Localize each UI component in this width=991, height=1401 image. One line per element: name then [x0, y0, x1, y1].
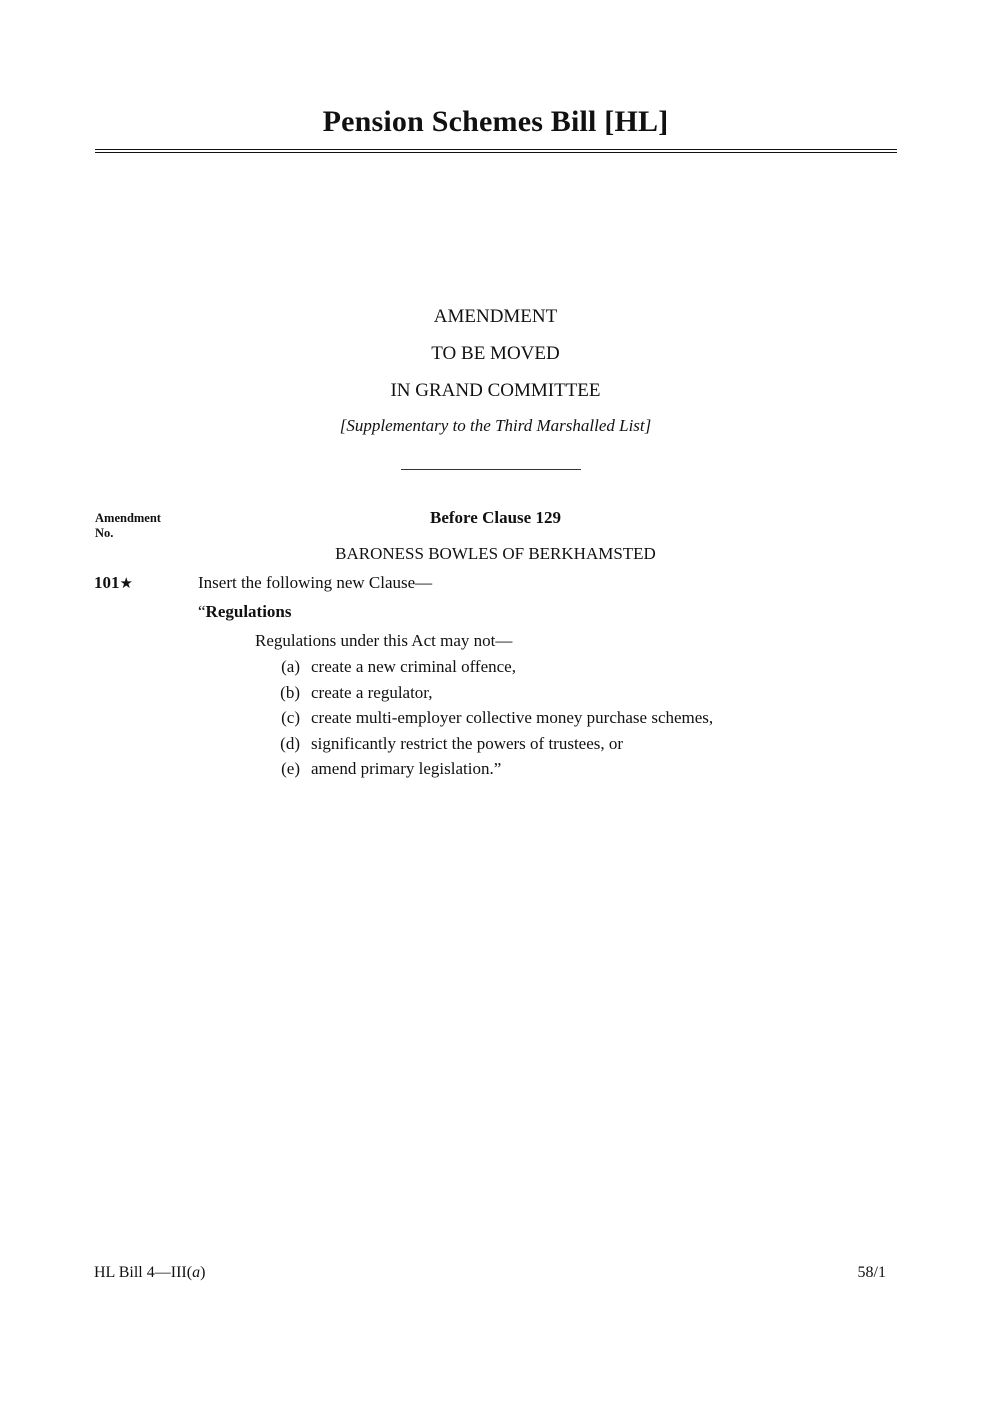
- clause-lead-text: Regulations under this Act may not—: [255, 631, 513, 650]
- amendment-instruction: Insert the following new Clause—: [198, 573, 433, 592]
- list-item-label: (b): [280, 683, 300, 702]
- new-clause-title: [198, 602, 292, 622]
- list-item-label: (e): [281, 759, 300, 778]
- bill-ref-prefix: HL Bill 4—III(: [94, 1264, 193, 1281]
- footer-page-reference: 58/1: [857, 1264, 886, 1281]
- bill-ref-suffix: ): [200, 1264, 206, 1281]
- column-label-line1: Amendment: [95, 511, 161, 525]
- clause-heading: Before Clause 129: [430, 508, 561, 527]
- heading-amendment: AMENDMENT: [433, 306, 558, 327]
- list-item-text: create a regulator,: [311, 683, 433, 702]
- list-item-text: amend primary legislation.”: [311, 759, 502, 778]
- mover-name: BARONESS BOWLES OF BERKHAMSTED: [335, 544, 656, 563]
- heading-to-be-moved: TO BE MOVED: [431, 343, 560, 364]
- list-item-label: (a): [281, 657, 300, 676]
- title-rule-top: [95, 149, 897, 150]
- list-item-text: create a new criminal offence,: [311, 657, 516, 676]
- list-item: [240, 734, 860, 754]
- list-item-text: create multi-employer collective money purchase schemes,: [311, 708, 714, 727]
- list-item-label: (d): [280, 734, 300, 753]
- section-divider: [401, 469, 581, 470]
- star-icon: ★: [119, 574, 133, 592]
- list-item: [240, 708, 860, 728]
- list-item: [240, 759, 860, 779]
- amendment-number-value: 101: [94, 573, 120, 592]
- list-item: [240, 657, 860, 677]
- heading-subtitle: [Supplementary to the Third Marshalled List]: [339, 416, 652, 435]
- list-item-label: (c): [281, 708, 300, 727]
- bill-title: Pension Schemes Bill [HL]: [322, 105, 669, 138]
- heading-grand-committee: IN GRAND COMMITTEE: [390, 380, 601, 401]
- column-label-line2: No.: [95, 526, 114, 540]
- bill-ref-italic: a: [192, 1264, 201, 1281]
- open-quote: “: [198, 602, 206, 621]
- amendment-number: [94, 573, 133, 593]
- footer-bill-reference: [94, 1264, 205, 1282]
- list-item: [240, 683, 860, 703]
- new-clause-title-text: Regulations: [205, 602, 292, 621]
- title-rule-bottom: [95, 152, 897, 153]
- list-item-text: significantly restrict the powers of trustees, or: [311, 734, 624, 753]
